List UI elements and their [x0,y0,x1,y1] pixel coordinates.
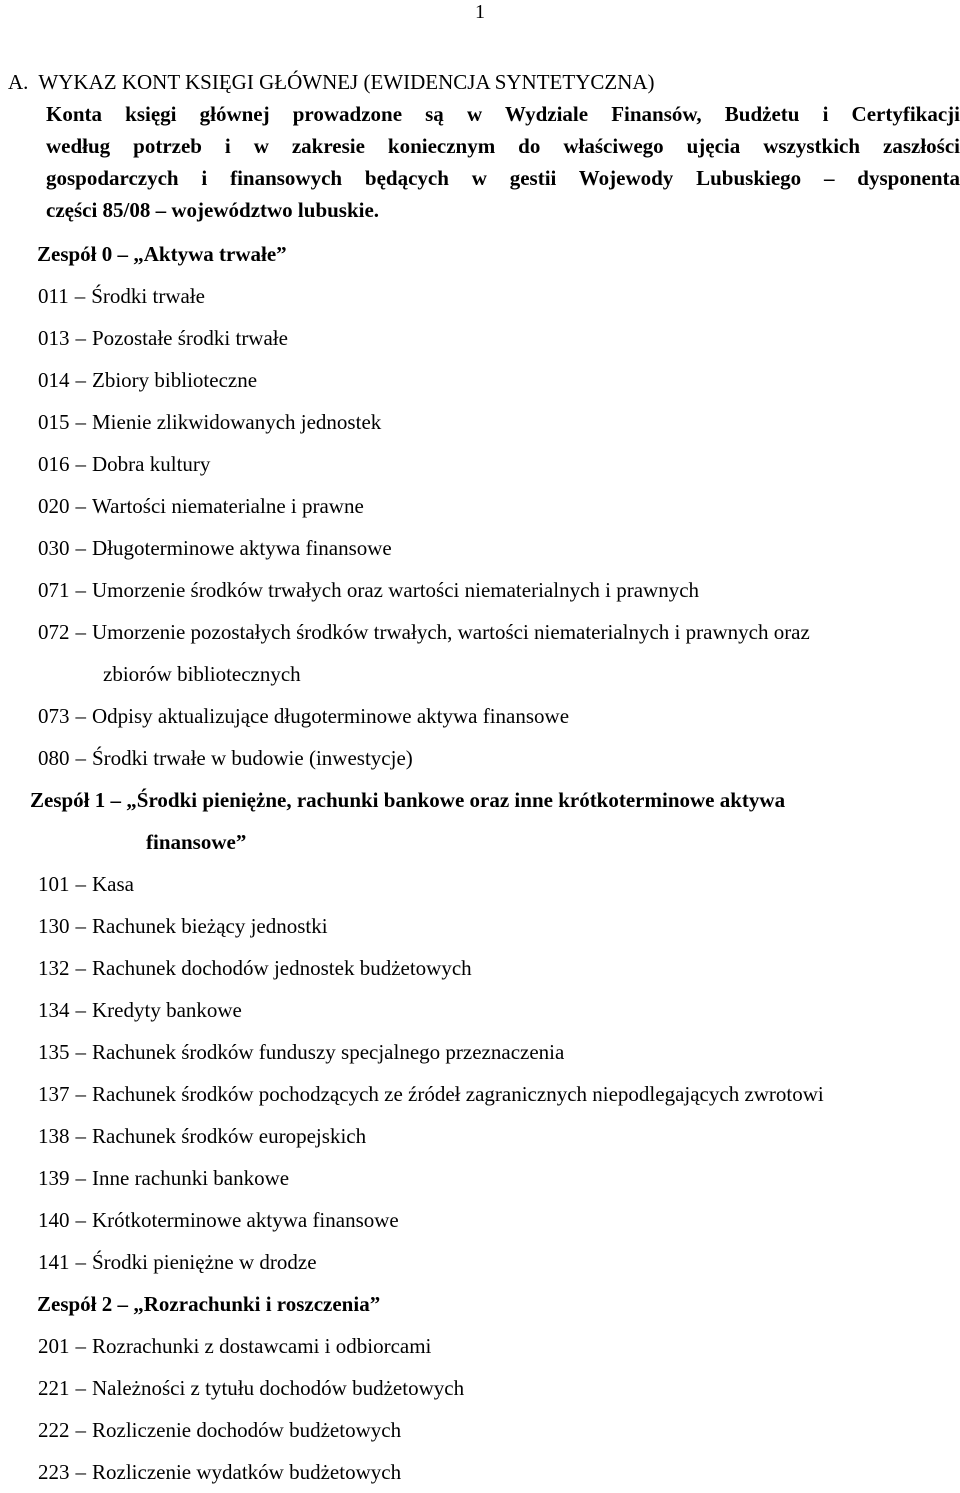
account-row [0,1157,960,1199]
account-code: 221 [38,1376,70,1400]
account-code: 015 [38,410,70,434]
account-name: Wartości niematerialne i prawne [92,494,364,518]
dash: – [75,326,86,350]
account-row [0,401,960,443]
account-row [0,1073,960,1115]
account-name: Rachunek środków funduszy specjalnego przeznaczenia [92,1040,565,1064]
account-row [0,1031,960,1073]
dash: – [75,998,86,1022]
account-code: 080 [38,746,70,770]
account-code: 132 [38,956,70,980]
account-list [0,233,960,1493]
account-row [0,737,960,779]
account-code: 011 [38,284,69,308]
dash: – [75,1082,86,1106]
dash: – [75,1376,86,1400]
account-row [0,569,960,611]
account-name: Kasa [92,872,134,896]
account-name: Rachunek dochodów jednostek budżetowych [92,956,472,980]
account-row [0,863,960,905]
intro-line: według potrzeb i w zakresie koniecznym do właściwego ujęcia wszystkich zaszłości [46,134,960,158]
dash: – [75,914,86,938]
account-row [0,485,960,527]
account-name: Dobra kultury [92,452,211,476]
dash: – [75,1124,86,1148]
account-code: 223 [38,1460,70,1484]
account-code: 013 [38,326,70,350]
account-code: 141 [38,1250,70,1274]
account-row [0,275,960,317]
intro-paragraph [46,98,960,226]
dash: – [75,494,86,518]
account-code: 140 [38,1208,70,1232]
account-code: 130 [38,914,70,938]
account-row [0,1367,960,1409]
account-name: Należności z tytułu dochodów budżetowych [92,1376,465,1400]
account-code: 101 [38,872,70,896]
account-row [0,1451,960,1493]
account-code: 139 [38,1166,70,1190]
account-name: Rachunek bieżący jednostki [92,914,328,938]
dash: – [75,410,86,434]
dash: – [75,1166,86,1190]
dash: – [75,368,86,392]
account-row [0,359,960,401]
dash: – [75,578,86,602]
dash: – [75,1334,86,1358]
account-code: 014 [38,368,70,392]
account-name: Odpisy aktualizujące długoterminowe aktywa finansowe [92,704,570,728]
account-name: Umorzenie pozostałych środków trwałych, wartości niematerialnych i prawnych oraz [92,620,810,644]
account-name: Umorzenie środków trwałych oraz wartości niematerialnych i prawnych [92,578,700,602]
account-name: Środki trwałe w budowie (inwestycje) [92,746,413,770]
dash: – [75,872,86,896]
account-code: 201 [38,1334,70,1358]
account-row [0,611,960,653]
account-code: 137 [38,1082,70,1106]
dash: – [75,452,86,476]
account-name: Środki pieniężne w drodze [92,1250,317,1274]
account-row [0,989,960,1031]
account-code: 072 [38,620,70,644]
account-row [0,1409,960,1451]
account-code: 020 [38,494,70,518]
account-code: 073 [38,704,70,728]
dash: – [75,1040,86,1064]
account-code: 071 [38,578,70,602]
account-name: Rozrachunki z dostawcami i odbiorcami [92,1334,432,1358]
account-name: Rachunek środków europejskich [92,1124,367,1148]
account-name: Zbiory biblioteczne [92,368,258,392]
dash: – [75,536,86,560]
account-name: Kredyty bankowe [92,998,242,1022]
group-title-2: Zespół 2 – „Rozrachunki i roszczenia” [37,1292,381,1316]
account-row [0,947,960,989]
group-title-1-continuation: finansowe” [146,830,247,854]
group-title-0: Zespół 0 – „Aktywa trwałe” [37,242,287,266]
account-row [0,1199,960,1241]
account-name: Rozliczenie dochodów budżetowych [92,1418,402,1442]
account-row [0,905,960,947]
document-heading [8,66,655,98]
dash: – [74,284,86,308]
intro-line: Konta księgi głównej prowadzone są w Wydziale Finansów, Budżetu i Certyfikacji [46,102,960,126]
intro-line: części 85/08 – województwo lubuskie. [46,198,380,222]
dash: – [75,746,86,770]
dash: – [75,704,86,728]
page-number: 1 [475,1,485,23]
dash: – [75,956,86,980]
dash: – [75,1418,86,1442]
account-code: 030 [38,536,70,560]
account-name: Rozliczenie wydatków budżetowych [92,1460,402,1484]
account-code: 016 [38,452,70,476]
account-row [0,527,960,569]
account-row [0,695,960,737]
account-code: 138 [38,1124,70,1148]
account-name: Krótkoterminowe aktywa finansowe [92,1208,399,1232]
dash: – [75,620,86,644]
account-name: Rachunek środków pochodzących ze źródeł zagranicznych niepodlegających zwrotowi [92,1082,824,1106]
account-name: Środki trwałe [91,284,205,308]
account-name: Długoterminowe aktywa finansowe [92,536,392,560]
heading-title: WYKAZ KONT KSIĘGI GŁÓWNEJ (EWIDENCJA SYNTETYCZNA) [38,70,655,94]
account-row [0,1115,960,1157]
intro-line: gospodarczych i finansowych będących w gestii Wojewody Lubuskiego – dysponenta [46,166,960,190]
account-name: Pozostałe środki trwałe [92,326,288,350]
group-title-1: Zespół 1 – „Środki pieniężne, rachunki bankowe oraz inne krótkoterminowe aktywa [30,788,786,812]
account-name: Mienie zlikwidowanych jednostek [92,410,382,434]
account-code: 134 [38,998,70,1022]
account-code: 135 [38,1040,70,1064]
dash: – [75,1460,86,1484]
account-row [0,1325,960,1367]
account-name: Inne rachunki bankowe [92,1166,290,1190]
dash: – [75,1208,86,1232]
account-row [0,317,960,359]
account-row [0,1241,960,1283]
account-row [0,443,960,485]
heading-letter: A. [8,70,29,94]
dash: – [75,1250,86,1274]
account-name-continuation: zbiorów bibliotecznych [103,662,301,686]
account-code: 222 [38,1418,70,1442]
